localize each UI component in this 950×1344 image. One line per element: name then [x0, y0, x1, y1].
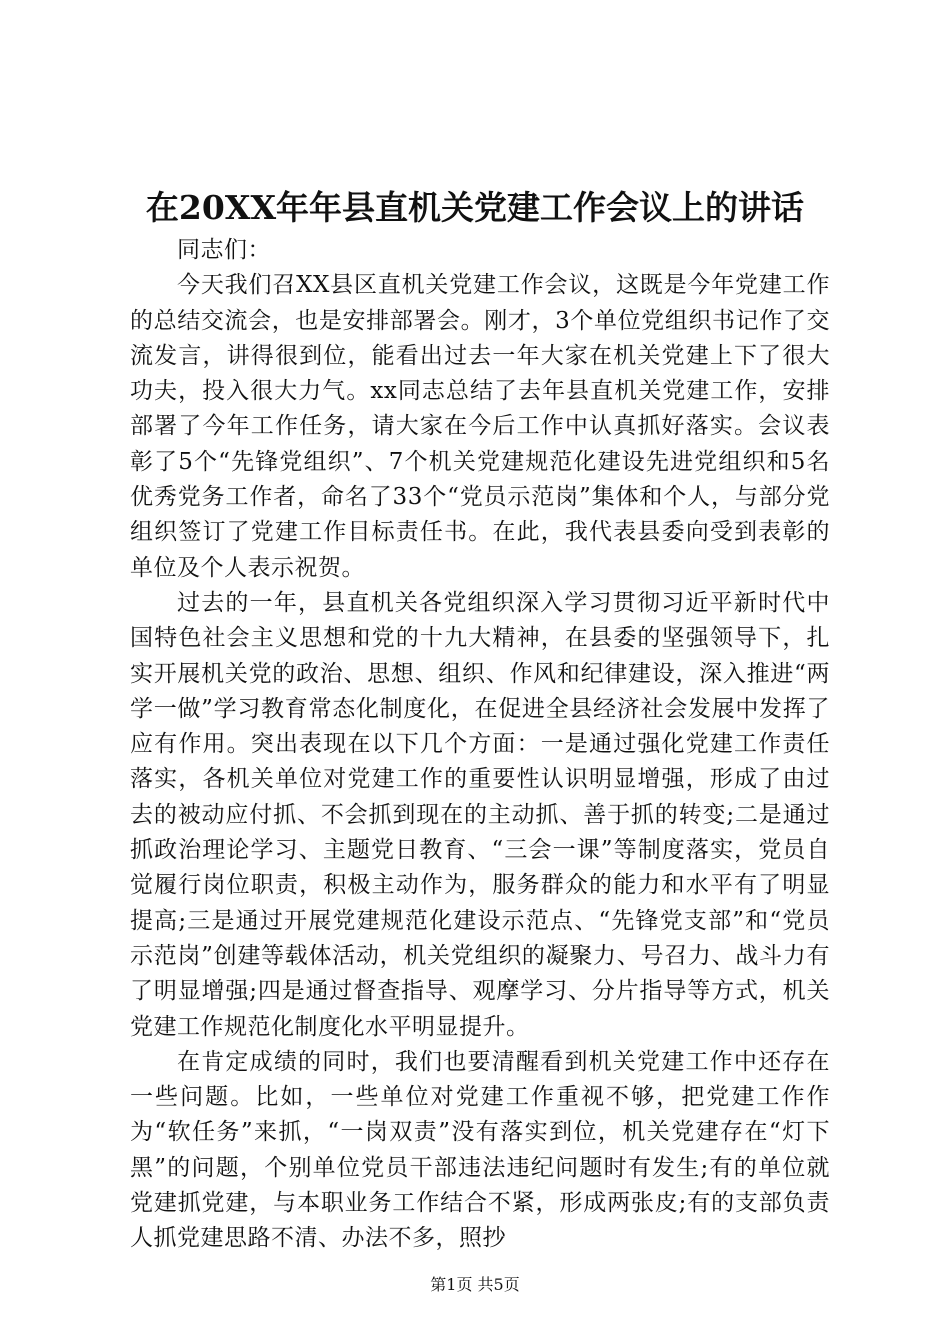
page-footer: 第1页 共5页	[430, 1275, 520, 1294]
paragraph-2: 过去的一年，县直机关各党组织深入学习贯彻习近平新时代中国特色社会主义思想和党的十九大精神，在县委的坚强领导下，扎实开展机关党的政治、思想、组织、作风和纪律建设，深入推进“两学一做”学习教育常态化制度化，在促进全县经济社会发展中发挥了应有作用。突出表现在以下几个方面：一是通过强化党建工作责任落实，各机关单位对党建工作的重要性认识明显增强，形成了由过去的被动应付抓、不会抓到现在的主动抓、善于抓的转变;二是通过抓政治理论学习、主题党日教育、“三会一课”等制度落实，党员自觉履行岗位职责，积极主动作为，服务群众的能力和水平有了明显提高;三是通过开展党建规范化建设示范点、“先锋党支部”和“党员示范岗”创建等载体活动，机关党组织的凝聚力、号召力、战斗力有了明显增强;四是通过督查指导、观摩学习、分片指导等方式，机关党建工作规范化制度化水平明显提升。	[130, 589, 830, 1040]
document-title: 在20XX年年县直机关党建工作会议上的讲话	[145, 188, 805, 227]
paragraph-3: 在肯定成绩的同时，我们也要清醒看到机关党建工作中还存在一些问题。比如，一些单位对党建工作重视不够，把党建工作作为“软任务”来抓，“一岗双责”没有落实到位，机关党建存在“灯下黑”的问题，个别单位党员干部违法违纪问题时有发生;有的单位就党建抓党建，与本职业务工作结合不紧，形成两张皮;有的支部负责人抓党建思路不清、办法不多，照抄	[130, 1048, 830, 1252]
salutation: 同志们：	[177, 237, 271, 263]
paragraph-1: 今天我们召XX县区直机关党建工作会议，这既是今年党建工作的总结交流会，也是安排部署会。刚才，3个单位党组织书记作了交流发言，讲得很到位，能看出过去一年大家在机关党建上下了很大功夫，投入很大力气。xx同志总结了去年县直机关党建工作，安排部署了今年工作任务，请大家在今后工作中认真抓好落实。会议表彰了5个“先锋党组织”、7个机关党建规范化建设先进党组织和5名优秀党务工作者，命名了33个“党员示范岗”集体和个人，与部分党组织签订了党建工作目标责任书。在此，我代表县委向受到表彰的单位及个人表示祝贺。	[130, 272, 830, 581]
document-body	[130, 233, 830, 1257]
